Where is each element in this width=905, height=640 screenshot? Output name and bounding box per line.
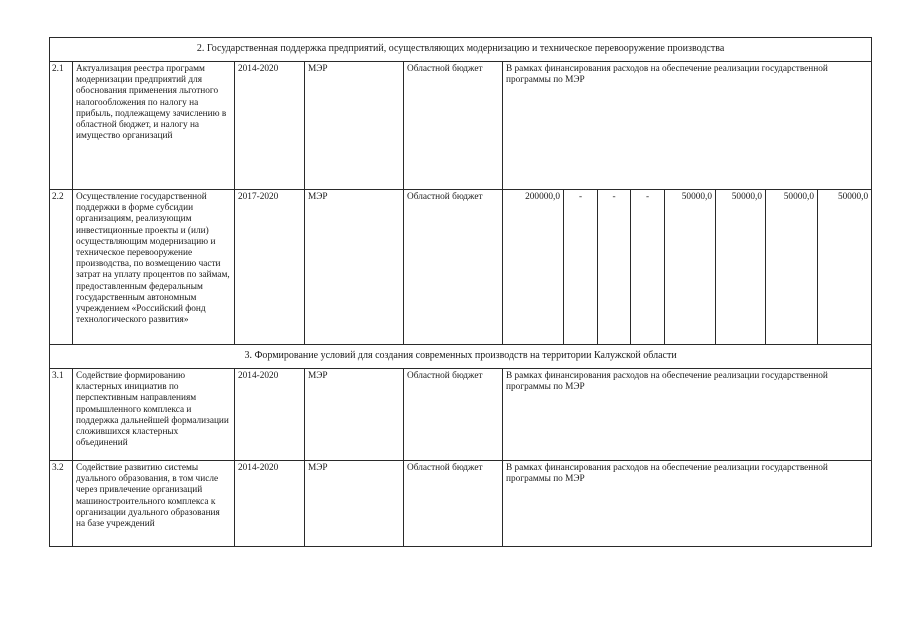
section-title: 2. Государственная поддержка предприятий, осуществляющих модернизацию и техническое перевооружение производства [50, 38, 872, 62]
measure-name: Осуществление государственной поддержки в форме субсидии организациям, реализующим инвестиционные проекты и (или) осуществляющим модернизацию и техническое перевооружение производства, по возмещению части затрат на уплату процентов по займам, предоставленным федеральным государственным автономным учреждением «Российский фонд технологического развития» [73, 190, 235, 345]
executor-cell: МЭР [305, 190, 404, 345]
measure-name: Содействие формированию кластерных инициатив по перспективным направлениям промышленного комплекса и поддержка дальнейшей формализации сложившихся кластерных объединений [73, 369, 235, 461]
row-number: 2.2 [50, 190, 73, 345]
row-number: 3.1 [50, 369, 73, 461]
amount-total: 200000,0 [503, 190, 564, 345]
period-cell: 2017-2020 [235, 190, 305, 345]
funding-source-cell: Областной бюджет [404, 62, 503, 190]
financing-note: В рамках финансирования расходов на обеспечение реализации государственной программы по МЭР [503, 62, 872, 190]
executor-cell: МЭР [305, 62, 404, 190]
period-cell: 2014-2020 [235, 369, 305, 461]
row-number: 2.1 [50, 62, 73, 190]
period-cell: 2014-2020 [235, 461, 305, 547]
table-row [50, 190, 872, 345]
funding-source-cell: Областной бюджет [404, 369, 503, 461]
amount-year: 50000,0 [716, 190, 766, 345]
row-number: 3.2 [50, 461, 73, 547]
amount-year: - [564, 190, 598, 345]
amount-year: 50000,0 [818, 190, 872, 345]
program-measures-table [49, 37, 872, 547]
amount-year: - [631, 190, 665, 345]
table-row [50, 369, 872, 461]
funding-source-cell: Областной бюджет [404, 190, 503, 345]
financing-note: В рамках финансирования расходов на обеспечение реализации государственной программы по МЭР [503, 461, 872, 547]
amount-year: 50000,0 [665, 190, 716, 345]
section-row [50, 38, 872, 62]
table-row [50, 461, 872, 547]
measure-name: Актуализация реестра программ модернизации предприятий для обоснования применения льготного налогообложения по налогу на прибыль, подлежащему зачислению в областной бюджет, и налогу на имущество организаций [73, 62, 235, 190]
executor-cell: МЭР [305, 461, 404, 547]
table-row [50, 62, 872, 190]
financing-note: В рамках финансирования расходов на обеспечение реализации государственной программы по МЭР [503, 369, 872, 461]
funding-source-cell: Областной бюджет [404, 461, 503, 547]
period-cell: 2014-2020 [235, 62, 305, 190]
executor-cell: МЭР [305, 369, 404, 461]
amount-year: - [598, 190, 631, 345]
measure-name: Содействие развитию системы дуального образования, в том числе через привлечение организаций машиностроительного комплекса к организации дуального образования на базе учреждений [73, 461, 235, 547]
section-row [50, 345, 872, 369]
section-title: 3. Формирование условий для создания современных производств на территории Калужской области [50, 345, 872, 369]
amount-year: 50000,0 [766, 190, 818, 345]
